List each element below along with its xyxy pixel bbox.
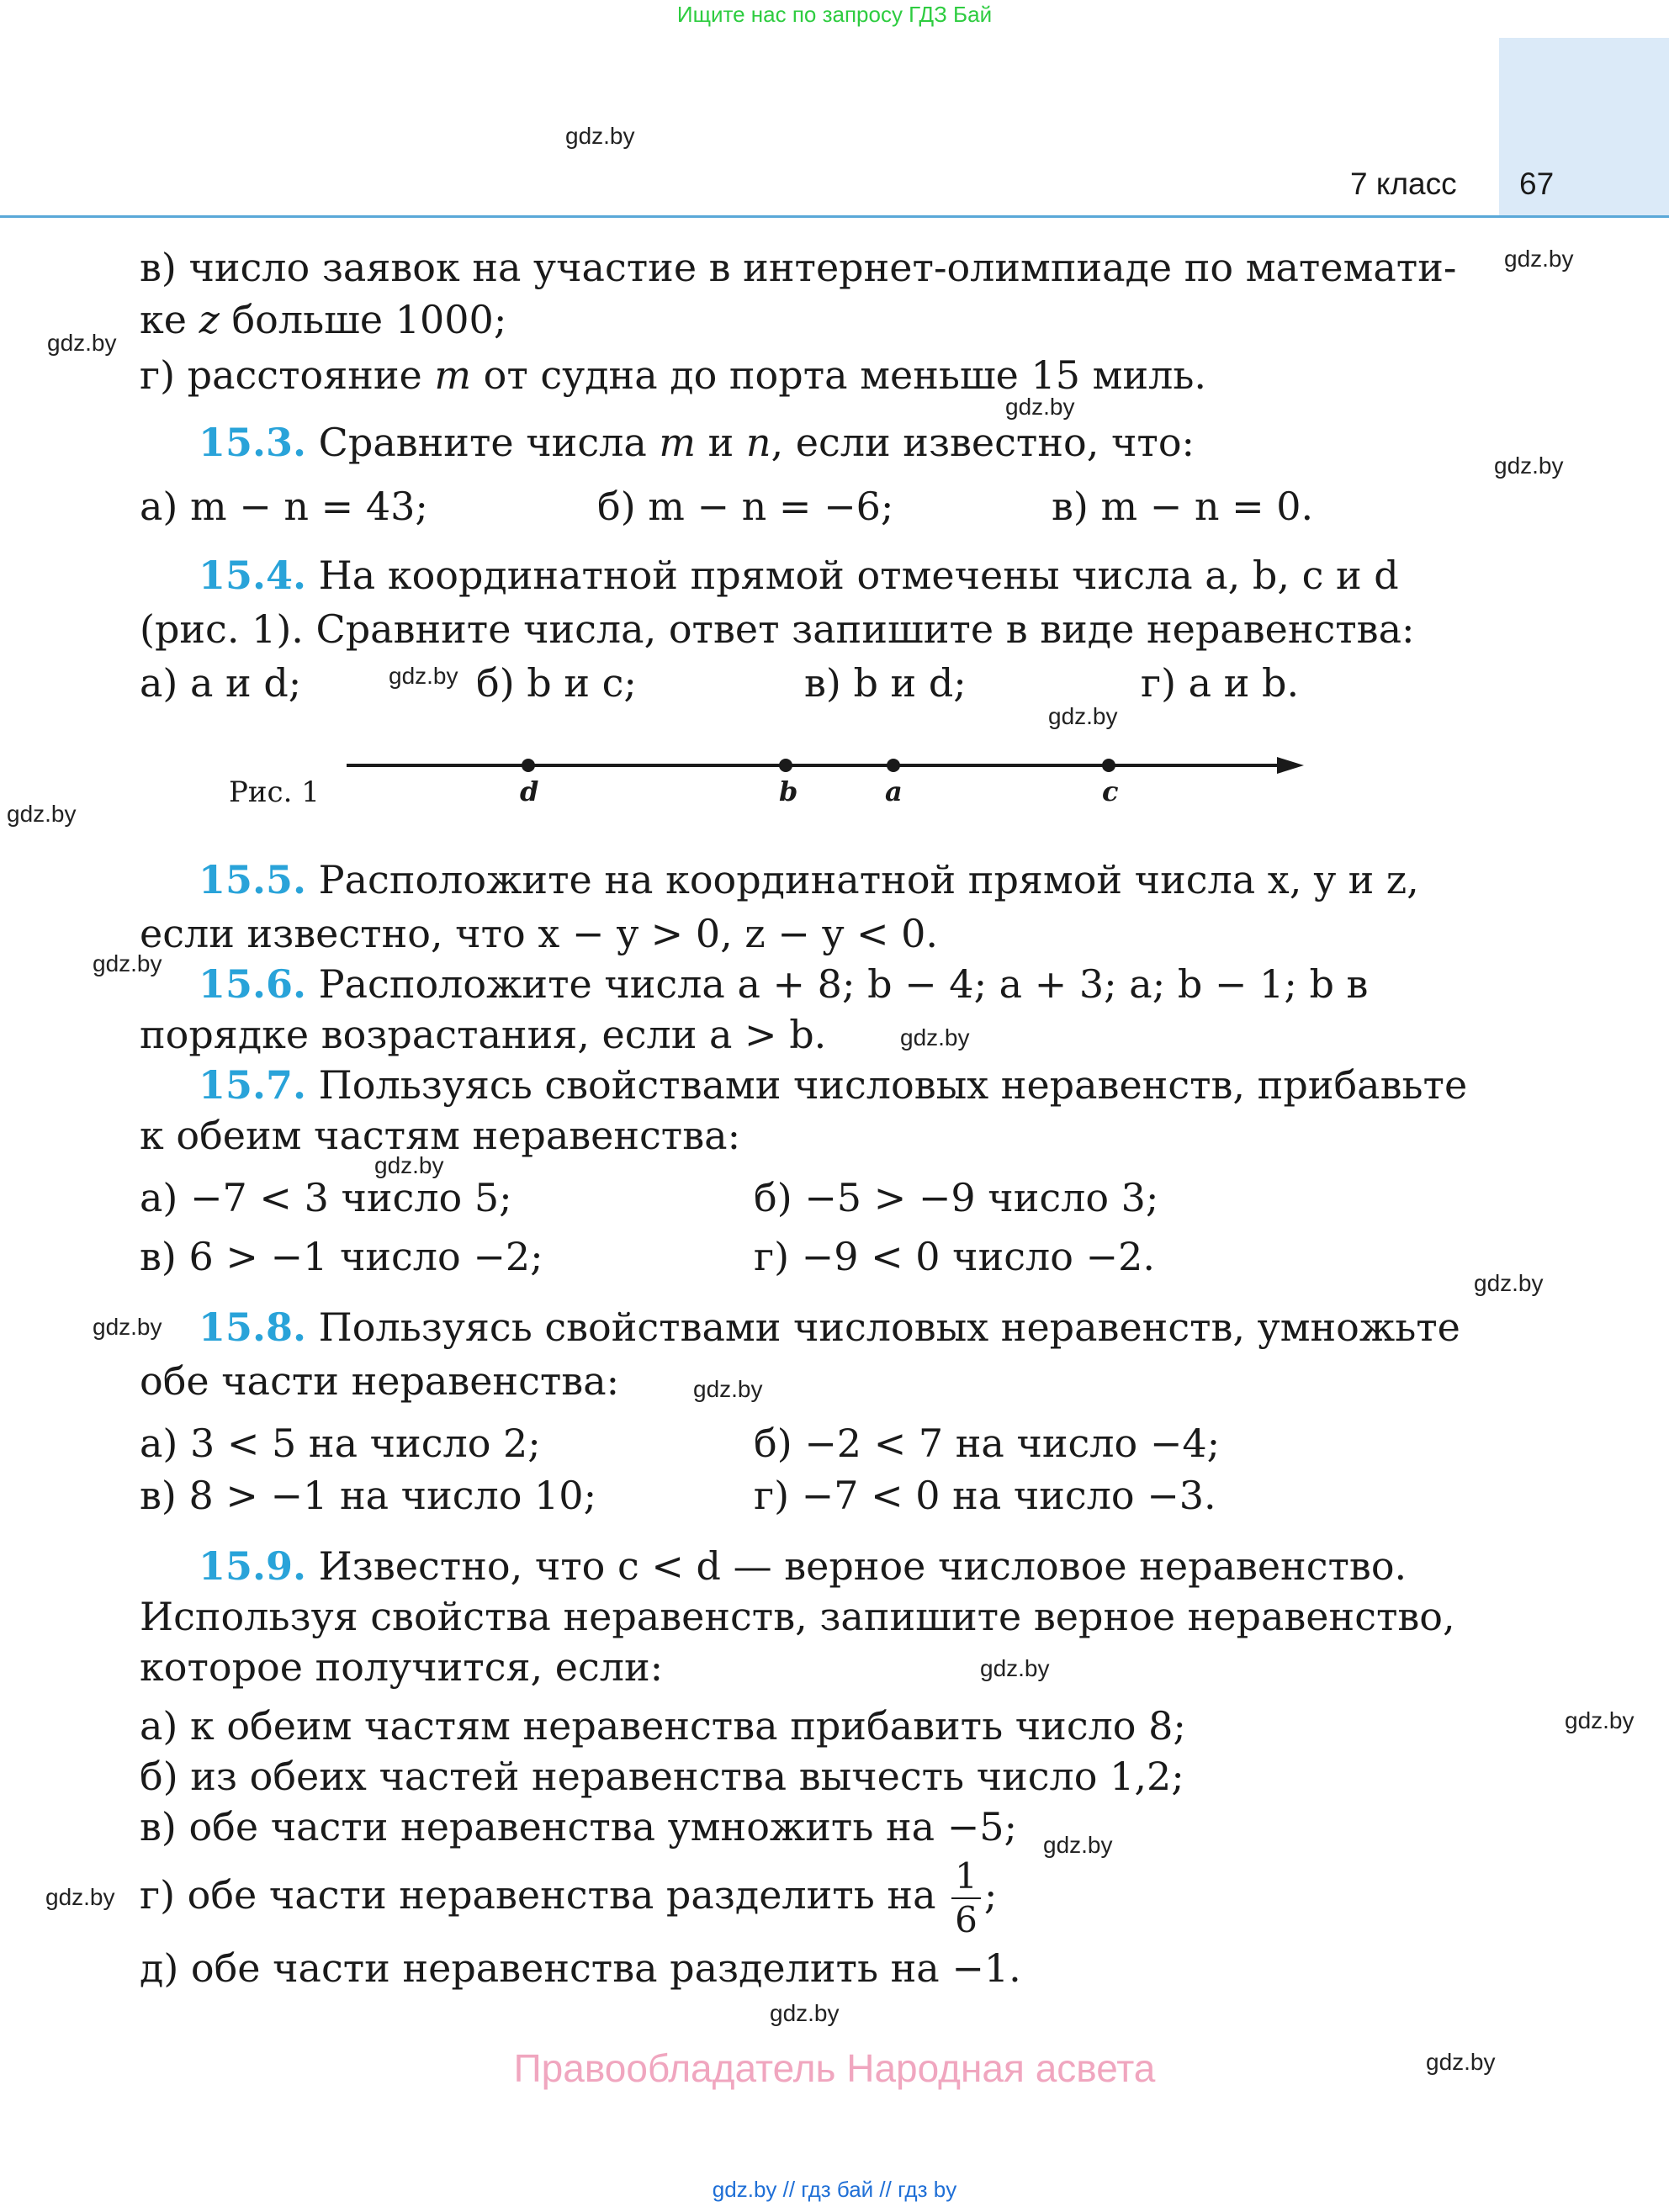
- problem-15-9: 15.9. Известно, что c < d — верное числовое неравенство.: [199, 1543, 1407, 1589]
- footer-links[interactable]: gdz.by // гдз бай // гдз by: [712, 2177, 957, 2202]
- text-line: ке z больше 1000;: [140, 297, 507, 342]
- text-line: Используя свойства неравенств, запишите верное неравенство,: [140, 1594, 1455, 1639]
- text-line: обе части неравенства:: [140, 1358, 620, 1404]
- answer-item: а) m − n = 43;: [140, 484, 428, 529]
- watermark: gdz.by: [1565, 1707, 1635, 1733]
- text-line: (рис. 1). Сравните числа, ответ запишите в виде неравенства:: [140, 606, 1415, 652]
- text-line: г) расстояние m от судна до порта меньше 15 миль.: [140, 352, 1206, 398]
- answer-item: б) −2 < 7 на число −4;: [754, 1421, 1221, 1466]
- watermark: gdz.by: [693, 1376, 763, 1402]
- fraction: $\frac{1}{6}$: [951, 1859, 981, 1938]
- watermark: gdz.by: [389, 663, 458, 689]
- point-label: c: [1102, 775, 1119, 807]
- point-label: a: [885, 775, 903, 807]
- top-banner[interactable]: Ищите нас по запросу ГДЗ Бай: [676, 2, 993, 27]
- answer-item: д) обе части неравенства разделить на −1.: [140, 1945, 1021, 1991]
- point-c: [1102, 759, 1115, 772]
- answer-item: в) b и d;: [804, 660, 967, 706]
- text-line: если известно, что x − y > 0, z − y < 0.: [140, 911, 939, 956]
- answer-item: а) к обеим частям неравенства прибавить число 8;: [140, 1703, 1186, 1749]
- answer-item: г) обе части неравенства разделить на $\frac{1}{6}$ ;: [140, 1855, 998, 1940]
- text-line: к обеим частям неравенства:: [140, 1113, 741, 1158]
- problem-15-5: 15.5. Расположите на координатной прямой числа x, y и z,: [199, 857, 1419, 902]
- watermark: gdz.by: [47, 330, 117, 356]
- point-b: [779, 759, 792, 772]
- watermark: gdz.by: [374, 1152, 444, 1178]
- watermark: gdz.by: [565, 123, 635, 149]
- answer-item: в) 8 > −1 на число 10;: [140, 1473, 597, 1518]
- page-number: 67: [1519, 167, 1555, 201]
- answer-item: а) a и d;: [140, 660, 302, 706]
- watermark: gdz.by: [93, 950, 162, 976]
- answer-item: г) −7 < 0 на число −3.: [754, 1473, 1216, 1518]
- answer-item: б) m − n = −6;: [597, 484, 894, 529]
- problem-15-4: 15.4. На координатной прямой отмечены числа a, b, c и d: [199, 553, 1399, 598]
- answer-item: г) −9 < 0 число −2.: [754, 1234, 1155, 1279]
- answer-item: а) 3 < 5 на число 2;: [140, 1421, 541, 1466]
- watermark: gdz.by: [45, 1884, 115, 1910]
- grade-label: 7 класс: [1350, 167, 1457, 201]
- header-rule: [0, 215, 1669, 218]
- watermark: gdz.by: [1494, 452, 1564, 479]
- watermark: gdz.by: [7, 801, 77, 827]
- problem-15-3: 15.3. Сравните числа m и n, если известно, что:: [199, 420, 1195, 465]
- answer-item: а) −7 < 3 число 5;: [140, 1175, 512, 1220]
- copyright-notice: Правообладатель Народная асвета: [513, 2046, 1156, 2090]
- answer-item: б) −5 > −9 число 3;: [754, 1175, 1159, 1220]
- number-line-arrow: [1277, 757, 1304, 774]
- figure-caption: Рис. 1: [229, 775, 320, 809]
- problem-15-7: 15.7. Пользуясь свойствами числовых неравенств, прибавьте: [199, 1062, 1468, 1108]
- answer-item: в) 6 > −1 число −2;: [140, 1234, 543, 1279]
- answer-item: в) m − n = 0.: [1052, 484, 1314, 529]
- text-line: порядке возрастания, если a > b.: [140, 1012, 827, 1057]
- point-label: d: [520, 775, 539, 807]
- answer-item: б) b и c;: [476, 660, 637, 706]
- watermark: gdz.by: [1048, 703, 1118, 729]
- watermark: gdz.by: [770, 2000, 840, 2026]
- point-a: [887, 759, 900, 772]
- watermark: gdz.by: [1005, 394, 1075, 420]
- watermark: gdz.by: [980, 1655, 1050, 1681]
- watermark: gdz.by: [1504, 246, 1574, 272]
- watermark: gdz.by: [900, 1024, 970, 1050]
- problem-15-8: 15.8. Пользуясь свойствами числовых неравенств, умножьте: [199, 1304, 1460, 1350]
- watermark: gdz.by: [93, 1314, 162, 1340]
- watermark: gdz.by: [1043, 1832, 1113, 1858]
- answer-item: б) из обеих частей неравенства вычесть число 1,2;: [140, 1754, 1184, 1799]
- problem-15-6: 15.6. Расположите числа a + 8; b − 4; a + 3; a; b − 1; b в: [199, 961, 1369, 1007]
- answer-item: г) a и b.: [1141, 660, 1300, 706]
- point-d: [522, 759, 535, 772]
- answer-item: в) обе части неравенства умножить на −5;: [140, 1804, 1018, 1850]
- watermark: gdz.by: [1474, 1270, 1544, 1296]
- text-line: в) число заявок на участие в интернет-олимпиаде по математи-: [140, 245, 1457, 290]
- watermark: gdz.by: [1426, 2049, 1496, 2075]
- number-line-figure: [336, 745, 1312, 829]
- point-label: b: [779, 775, 798, 807]
- text-line: которое получится, если:: [140, 1644, 664, 1690]
